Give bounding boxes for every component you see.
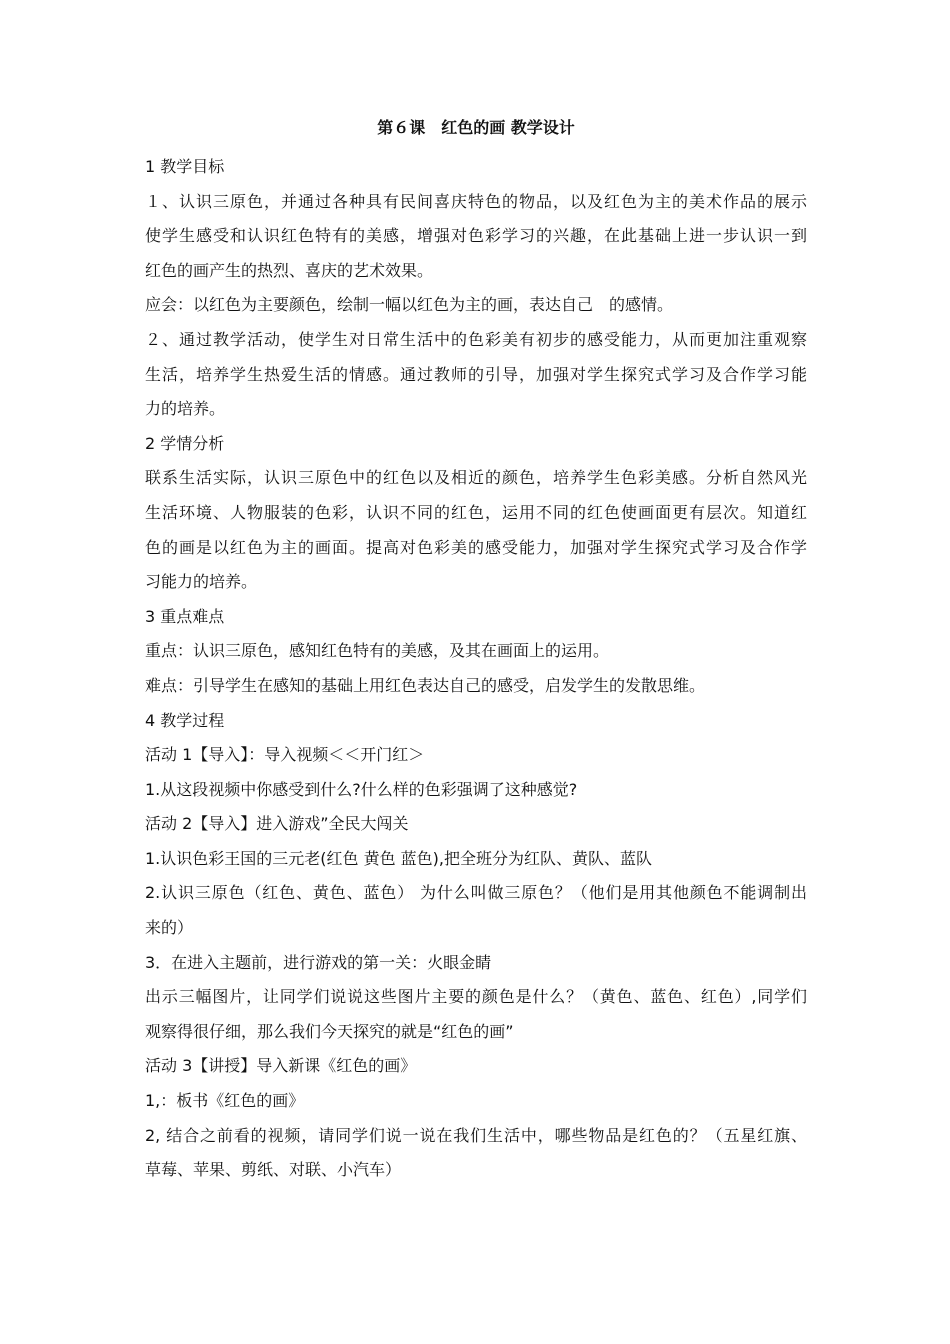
paragraph-line: 难点：引导学生在感知的基础上用红色表达自己的感受，启发学生的发散思维。 xyxy=(145,675,706,695)
paragraph-line: 草莓、苹果、剪纸、对联、小汽车） xyxy=(145,1160,402,1180)
activity-heading: 活动 1【导入】：导入视频＜＜开门红＞ xyxy=(145,745,425,765)
paragraph-line: 重点：认识三原色，感知红色特有的美感，及其在画面上的运用。 xyxy=(145,641,610,661)
paragraph-line: 1.认识色彩王国的三元老(红色 黄色 蓝色),把全班分为红队、黄队、蓝队 xyxy=(145,848,653,868)
paragraph-line: 生活，培养学生热爱生活的情感。通过教师的引导，加强对学生探究式学习及合作学习能 xyxy=(145,364,807,384)
paragraph-line: 观察得很仔细，那么我们今天探究的就是“红色的画” xyxy=(145,1021,514,1041)
paragraph-line: 2, 结合之前看的视频，请同学们说一说在我们生活中，哪些物品是红色的？（五星红旗、 xyxy=(145,1125,807,1145)
paragraph-line: ２、通过教学活动，使学生对日常生活中的色彩美有初步的感受能力，从而更加注重观察 xyxy=(145,329,807,349)
paragraph-line: 1,：板书《红色的画》 xyxy=(145,1091,305,1111)
section-heading-process: 4 教学过程 xyxy=(145,710,225,730)
activity-heading: 活动 2【导入】进入游戏”全民大闯关 xyxy=(145,814,409,834)
section-heading-analysis: 2 学情分析 xyxy=(145,433,225,453)
activity-heading: 活动 3【讲授】导入新课《红色的画》 xyxy=(145,1056,417,1076)
paragraph-line: 出示三幅图片，让同学们说说这些图片主要的颜色是什么？（黄色、蓝色、红色）,同学们 xyxy=(145,987,807,1007)
paragraph-line: 3．在进入主题前，进行游戏的第一关：火眼金睛 xyxy=(145,952,492,972)
paragraph-line: 1.从这段视频中你感受到什么?什么样的色彩强调了这种感觉? xyxy=(145,779,578,799)
document-page xyxy=(145,110,807,1188)
document-title: 第６课 红色的画 教学设计 xyxy=(377,118,575,137)
paragraph-line: 力的培养。 xyxy=(145,399,226,419)
section-heading-objectives: 1 教学目标 xyxy=(145,157,225,176)
paragraph-line: 2.认识三原色（红色、黄色、蓝色） 为什么叫做三原色？（他们是用其他颜色不能调制出 xyxy=(145,883,807,903)
paragraph-line: 习能力的培养。 xyxy=(145,572,258,592)
section-heading-key-points: 3 重点难点 xyxy=(145,606,225,626)
paragraph-line: 来的） xyxy=(145,918,194,938)
paragraph-line: １、认识三原色，并通过各种具有民间喜庆特色的物品，以及红色为主的美术作品的展示 xyxy=(145,191,807,211)
paragraph-line: 使学生感受和认识红色特有的美感，增强对色彩学习的兴趣，在此基础上进一步认识一到 xyxy=(145,226,807,246)
paragraph-line: 应会：以红色为主要颜色，绘制一幅以红色为主的画，表达自己 的感情。 xyxy=(145,295,674,315)
paragraph-line: 联系生活实际，认识三原色中的红色以及相近的颜色，培养学生色彩美感。分析自然风光 xyxy=(145,468,807,488)
paragraph-line: 生活环境、人物服装的色彩，认识不同的红色，运用不同的红色使画面更有层次。知道红 xyxy=(145,502,807,522)
paragraph-line: 色的画是以红色为主的画面。提高对色彩美的感受能力，加强对学生探究式学习及合作学 xyxy=(145,537,807,557)
paragraph-line: 红色的画产生的热烈、喜庆的艺术效果。 xyxy=(145,260,434,280)
